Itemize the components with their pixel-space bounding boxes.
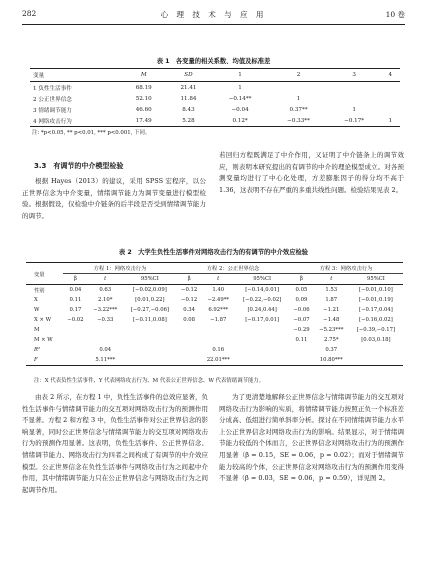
table-cell: 22.01*** <box>201 355 235 366</box>
table-cell <box>88 325 123 335</box>
table-cell: [−0.02,0.09] <box>132 287 167 293</box>
column-header: t <box>201 274 235 285</box>
table-cell: −0.07 <box>293 317 310 323</box>
table-cell: 0.17 <box>69 307 82 313</box>
table-cell: [0.24,0.44] <box>247 307 277 313</box>
table-cell: X <box>34 297 38 303</box>
column-header: 4 <box>381 69 400 82</box>
table-cell: R² <box>34 347 41 353</box>
table-cell: [−0.27,−0.06] <box>130 307 169 313</box>
table-header-row <box>26 274 403 285</box>
table-cell <box>63 335 87 345</box>
table-cell: 17.49 <box>121 115 166 127</box>
column-header: β <box>289 274 313 285</box>
table-cell: 0.05 <box>295 287 308 293</box>
column-header: 1 <box>211 69 269 82</box>
table2-caption: 表 2 大学生负性生活事件对网络攻击行为的有调节的中介效应检验 <box>118 249 309 256</box>
table-cell: 10.80*** <box>314 355 349 366</box>
table-row <box>26 335 403 345</box>
table-row <box>30 82 400 94</box>
table-cell: 2.10* <box>98 297 113 303</box>
table-cell: 0.08 <box>183 317 196 323</box>
table-cell <box>328 93 381 104</box>
table-cell: M × W <box>34 337 53 343</box>
table-cell <box>235 345 289 355</box>
table-cell: 0.11 <box>69 297 82 303</box>
table-cell <box>177 325 201 335</box>
table-cell: 2.75* <box>324 337 339 343</box>
table-cell: 0.12* <box>211 115 269 127</box>
table-cell <box>349 355 403 366</box>
table-cell: [−0.11,0.08] <box>132 317 167 323</box>
table-row <box>26 325 403 335</box>
table-cell: 0.63 <box>99 287 112 293</box>
table-cell: −1.48 <box>323 317 340 323</box>
table-cell: −0.17* <box>328 115 381 127</box>
table-cell <box>63 345 87 355</box>
column-header: t <box>88 274 123 285</box>
table-cell <box>63 325 87 335</box>
table-row <box>30 115 400 127</box>
table-cell: 0.04 <box>69 287 82 293</box>
table-cell: [−0.39,−0.17] <box>356 327 396 333</box>
table-cell: 8.43 <box>182 106 195 113</box>
table-cell: −1.87 <box>210 317 227 323</box>
table-cell <box>123 345 177 355</box>
table-cell: 1.87 <box>325 297 338 303</box>
table-cell: 0.37** <box>289 106 308 113</box>
column-header: 95%CI <box>235 274 289 285</box>
table-cell: [0.01,0.22] <box>135 297 165 303</box>
table-row <box>26 285 403 296</box>
column-header: 95%CI <box>123 274 177 285</box>
table-cell <box>381 82 400 94</box>
table-cell: 21.41 <box>180 84 197 91</box>
table-cell: −0.12 <box>181 287 198 293</box>
table-cell <box>235 355 289 366</box>
table-cell: X × W <box>34 317 52 323</box>
table-cell: 0.04 <box>99 347 112 353</box>
table-cell: 1.53 <box>325 287 338 293</box>
table-cell: [−0.22,−0.02] <box>243 297 282 303</box>
table-cell <box>289 355 313 366</box>
table-cell: W <box>34 307 40 313</box>
table2-moderated-mediation <box>26 262 403 366</box>
table-cell: [−0.16,0.02] <box>359 317 393 323</box>
table-cell: M <box>34 327 40 333</box>
volume-label: 10 卷 <box>385 10 405 19</box>
table-cell: 0.34 <box>183 307 196 313</box>
running-header <box>22 9 405 21</box>
table-cell <box>177 355 201 366</box>
section-heading: 3.3 有调节的中介模型检验 <box>34 162 124 170</box>
table-cell <box>123 335 177 345</box>
table-cell: 1 <box>238 84 242 91</box>
table-cell: −2.49** <box>207 297 230 303</box>
table-row <box>26 315 403 325</box>
table-cell <box>177 345 201 355</box>
table-cell <box>349 345 403 355</box>
table-cell: 性别 <box>34 288 45 294</box>
table-cell: 1.40 <box>212 287 225 293</box>
table-cell: −0.33 <box>97 317 114 323</box>
table-row <box>30 93 400 104</box>
table-cell: 46.60 <box>135 106 152 113</box>
table-row <box>26 305 403 315</box>
table-cell <box>381 93 400 104</box>
table-cell: 1 负性生活事件 <box>33 85 72 92</box>
journal-title: 心 理 技 术 与 应 用 <box>160 10 267 19</box>
table-cell <box>201 335 235 345</box>
table-cell <box>235 335 289 345</box>
table-cell <box>381 104 400 115</box>
table-cell: 1 <box>296 95 301 102</box>
table-cell: 68.19 <box>135 84 152 91</box>
column-header: β <box>63 274 87 285</box>
table1-correlations <box>30 68 400 127</box>
table-cell: [−0.17,0.04] <box>359 307 393 313</box>
paragraph-right: 若回归方程既满足了中介作用，又证明了中介链条上的调节效应，则表明本研究提出的有调节的中介的理论模型成立。对各预测变量均进行了中心化处理，方差膨胀因子的得分均不高于 1.36，这表明不存在严重的多重共线性问题。检验结果见表 2。 <box>219 151 404 194</box>
table-cell: 0.11 <box>295 337 308 343</box>
table-cell: 1 <box>352 106 356 113</box>
table-cell <box>123 355 177 366</box>
table-cell: −0.29 <box>293 327 310 333</box>
table-cell: −0.06 <box>293 307 310 313</box>
column-header: t <box>314 274 349 285</box>
table-cell: −0.12 <box>181 297 198 303</box>
table-cell: 0.16 <box>212 347 225 353</box>
table-cell: 11.84 <box>180 95 197 102</box>
paragraph-left: 根据 Hayes（2013）的建议，采用 SPSS 宏程序，以公正世界信念为中介变量，情绪调节能力为调节变量进行模型检验。根据假设，仅检验中介链条的后半段是否受到情绪调节能力的调节。 <box>22 177 206 220</box>
table-cell: −0.14** <box>228 95 252 102</box>
column-header: M <box>121 69 166 82</box>
table-cell: 2 公正世界信念 <box>33 96 72 103</box>
table-cell: 5.28 <box>166 115 211 127</box>
table-cell: [0.03,0.18] <box>361 337 391 343</box>
table-row <box>26 295 403 305</box>
column-header: 95%CI <box>349 274 403 285</box>
table-cell: 1 <box>381 115 400 127</box>
table2-note: 注：X 代表负性生活事件、Y 代表网络攻击行为、M 代表公正世界信念、W 代表情绪调节能力。 <box>34 378 265 384</box>
paragraph-bottom-right: 为了更清楚地解释公正世界信念与情绪调节能力的交互项对网络攻击行为影响的实质，将情绪调节能力按照正负一个标准差分成高、低组进行简单斜率分析。探讨在不同情绪调节能力水平上公正世界信念对网络攻击行为的影响。结果显示，对于情绪调节能力较低的个体而言，公正世界信念对网络攻击行为的预测作用显著（β = 0.15，SE = 0.06，p = 0.02）；而对于情绪调节能力较高的个体，公正世界信念对网络攻击行为的预测作用变得不显著（β = 0.03，SE = 0.06，p = 0.59），详见图 2。 <box>219 393 404 483</box>
table-cell: −0.02 <box>67 317 84 323</box>
header-rule <box>22 24 405 25</box>
table-cell: F <box>26 355 63 366</box>
column-header: 3 <box>328 69 381 82</box>
table-cell <box>177 335 201 345</box>
table-cell: 5.11*** <box>88 355 123 366</box>
column-header: 变量 <box>26 263 63 285</box>
table-cell <box>201 325 235 335</box>
table-cell: −0.33** <box>269 115 327 127</box>
table-cell <box>289 345 313 355</box>
page-number: 282 <box>22 9 37 18</box>
table-cell: 0.09 <box>295 297 308 303</box>
table-cell: −3.22*** <box>93 307 118 313</box>
table-row <box>30 104 400 115</box>
column-header: β <box>177 274 201 285</box>
table-cell: −0.04 <box>231 106 249 113</box>
column-header: SD <box>166 69 211 82</box>
table1-note: 注: *p<0.05, ** p<0.01, *** p<0.001, 下同。 <box>32 130 151 136</box>
table-cell <box>88 335 123 345</box>
group-header: 方程 1：网络攻击行为 <box>63 263 177 274</box>
table-cell: 0.37 <box>325 347 338 353</box>
table1-caption: 表 1 各变量的相关系数、均值及标准差 <box>156 58 271 65</box>
table-cell: 3 情绪调节能力 <box>33 107 72 114</box>
table-group-header-row <box>26 263 403 274</box>
table-cell: [−0.17,0.01] <box>245 317 280 323</box>
table-cell: −5.23*** <box>319 327 344 333</box>
table-cell: 4 网络攻击行为 <box>30 115 121 127</box>
table-cell <box>269 82 327 94</box>
table-cell <box>123 325 177 335</box>
table-cell: 6.92*** <box>208 307 229 313</box>
column-header: 变量 <box>30 69 121 82</box>
table-cell: [−0.14,0.01] <box>245 287 280 293</box>
table-cell: [−0.01,0.19] <box>359 297 393 303</box>
table-cell <box>63 355 87 366</box>
table-row <box>26 355 403 366</box>
table-cell: [−0.01,0.10] <box>359 287 393 293</box>
table-row <box>26 345 403 355</box>
column-header: 2 <box>269 69 327 82</box>
table-header-row <box>30 69 400 82</box>
table-cell <box>235 325 289 335</box>
table-cell: 52.10 <box>135 95 152 102</box>
table-cell: −1.21 <box>323 307 340 313</box>
table-cell <box>328 82 381 94</box>
paragraph-bottom-left: 由表 2 所示，在方程 1 中，负性生活事件的总效应显著，负性生活事件与情绪调节能力的交互项对网络攻击行为的预测作用不显著。方程 2 和方程 3 中，负性生活事件对公正世界信念的影响显著，同时公正世界信念与情绪调节能力的交互项对网络攻击行为的预测作用显著。这表明，负性生活事件、公正世界信念、情绪调节能力、网络攻击行为四者之间构成了有调节的中介效应模型。公正世界信念在负性生活事件与网络攻击行为之间起中介作用，其中情绪调节能力只在公正世界信念与网络攻击行为之间起调节作用。 <box>22 393 208 494</box>
group-header: 方程 2：公正世界信念 <box>177 263 289 274</box>
group-header: 方程 3：网络攻击行为 <box>289 263 403 274</box>
